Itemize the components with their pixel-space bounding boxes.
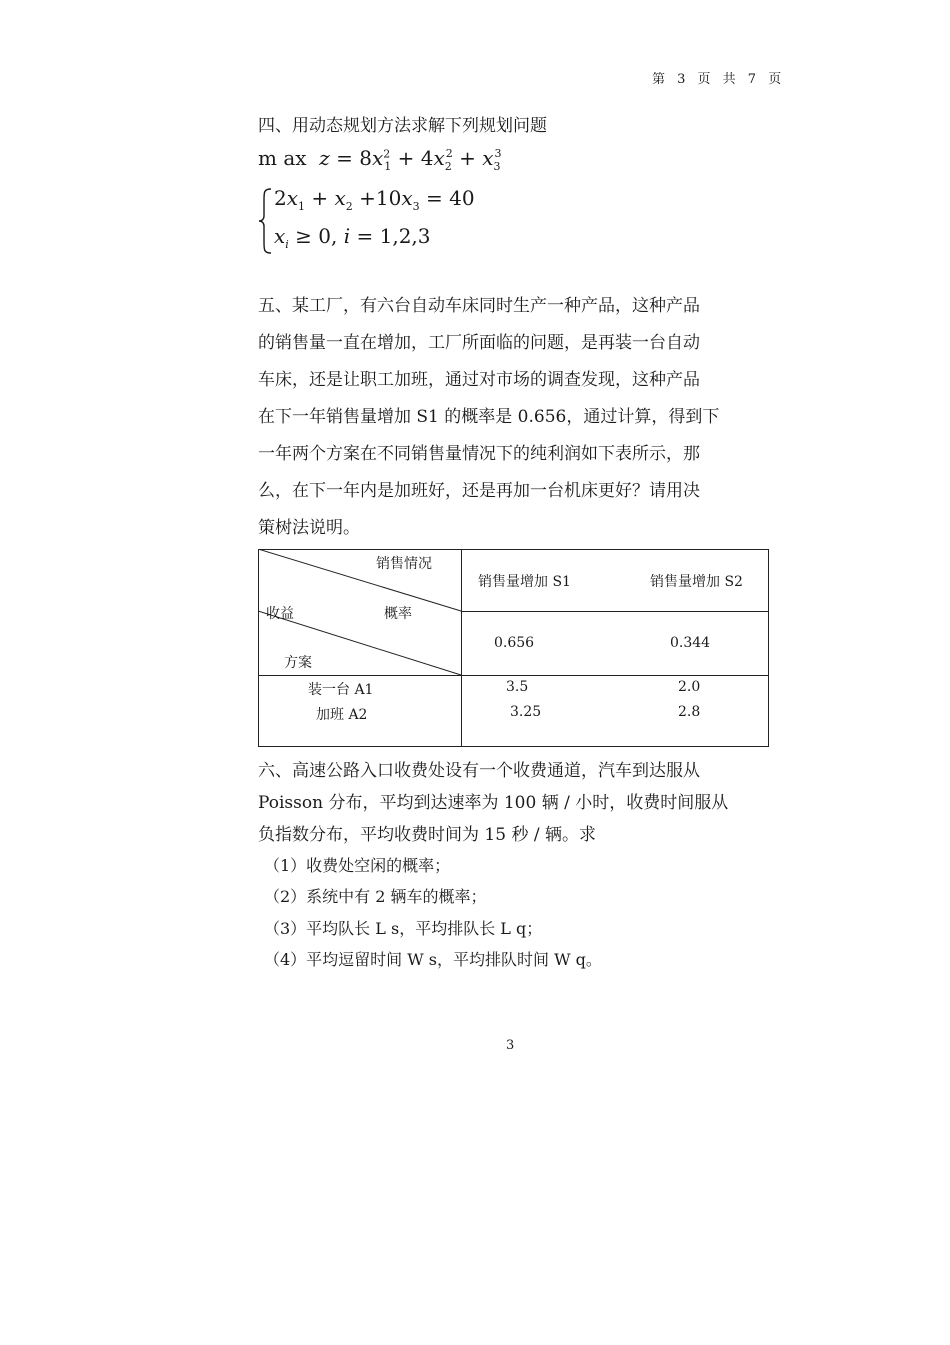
q5-line: 策树法说明。 <box>258 518 360 538</box>
page-header: 第 3 页 共 7 页 <box>652 72 786 87</box>
q4-constraint-2: $x_i \ge 0$, i = 1,2,3 <box>274 224 431 251</box>
q5-line: 的销售量一直在增加，工厂所面临的问题，是再装一台自动 <box>258 333 700 353</box>
corner-probability-label: 概率 <box>384 606 412 622</box>
table-header-divider <box>461 611 769 612</box>
q6-subquestion: （2）系统中有 2 辆车的概率； <box>264 887 487 906</box>
q4-title: 四、用动态规划方法求解下列规划问题 <box>258 116 547 136</box>
q6-subquestion: （4）平均逗留时间 W s，平均排队时间 W q。 <box>264 950 602 969</box>
constraint-rhs: 40 <box>449 186 475 210</box>
col-header-s1: 销售量增加 S1 <box>478 574 571 590</box>
q5-paragraph <box>258 288 770 547</box>
page-number: 3 <box>506 1038 515 1053</box>
row-label-a2: 加班 A2 <box>316 707 368 723</box>
q5-line: 一年两个方案在不同销售量情况下的纯利润如下表所示，那 <box>258 444 700 464</box>
cell-a1-s1: 3.5 <box>506 679 529 695</box>
cell-a2-s1: 3.25 <box>510 704 542 720</box>
cell-a1-s2: 2.0 <box>678 679 701 695</box>
q5-line: 在下一年销售量增加 S1 的概率是 0.656，通过计算，得到下 <box>258 407 720 427</box>
q6-subquestion: （1）收费处空闲的概率； <box>264 856 451 875</box>
q5-line: 五、某工厂，有六台自动车床同时生产一种产品，这种产品 <box>258 296 700 316</box>
corner-profit-label: 收益 <box>266 606 294 622</box>
q4-objective: m ax $z = 8x^2_1 + 4x_2^2 + x_3^3$ <box>258 146 502 173</box>
prob-s1: 0.656 <box>494 635 535 651</box>
constraint-brace <box>258 188 272 254</box>
objective-prefix: m ax <box>258 146 307 170</box>
q4-constraint-1: $2x_1 + x_2 +10x_3 = 40$ <box>274 186 475 213</box>
profit-table <box>258 549 769 747</box>
q5-line: 么，在下一年内是加班好，还是再加一台机床更好？请用决 <box>258 481 700 501</box>
q6-line: 负指数分布，平均收费时间为 15 秒 / 辆。求 <box>258 825 596 845</box>
q6-line: 六、高速公路入口收费处设有一个收费通道，汽车到达服从 <box>258 761 700 781</box>
col-header-s2: 销售量增加 S2 <box>650 574 743 590</box>
q6-subquestion: （3）平均队长 L s，平均排队长 L q； <box>264 919 543 938</box>
row-label-a1: 装一台 A1 <box>308 682 374 698</box>
table-border-bottom <box>258 746 769 747</box>
table-border-right <box>768 549 769 747</box>
corner-sales-label: 销售情况 <box>376 556 432 572</box>
prob-s2: 0.344 <box>670 635 711 651</box>
corner-plan-label: 方案 <box>284 655 312 671</box>
q6-line: Poisson 分布，平均到达速率为 100 辆 / 小时，收费时间服从 <box>258 793 729 813</box>
cell-a2-s2: 2.8 <box>678 704 701 720</box>
q5-line: 车床，还是让职工加班，通过对市场的调查发现，这种产品 <box>258 370 700 390</box>
